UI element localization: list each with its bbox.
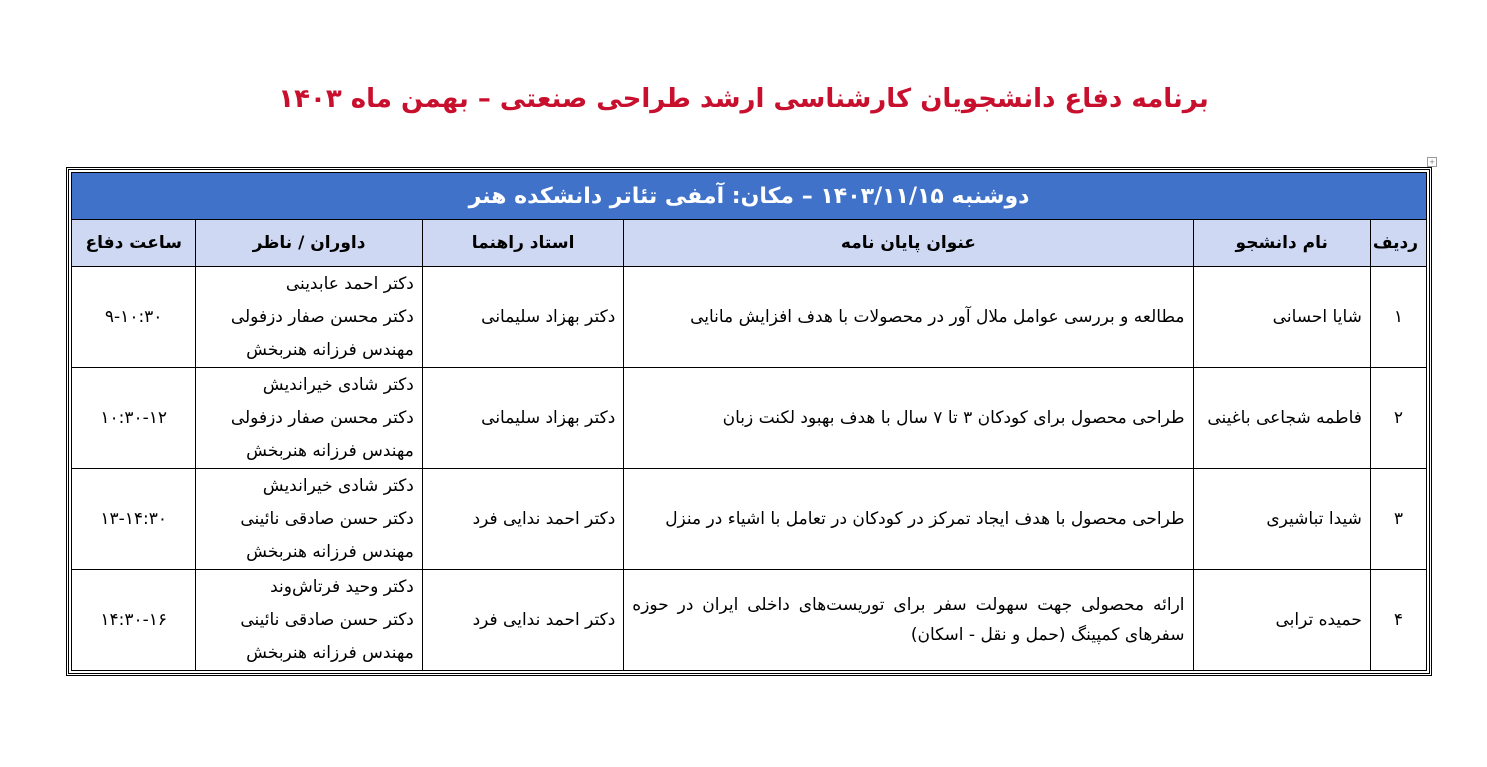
defense-time: ۱۳-۱۴:۳۰: [72, 469, 196, 570]
judge-name: دکتر وحید فرتاش‌وند: [270, 576, 414, 597]
judges-list: [196, 570, 422, 671]
judge-name: مهندس فرزانه هنربخش: [246, 440, 414, 461]
row-number: ۲: [1370, 368, 1426, 469]
judge-name: دکتر حسن صادقی نائینی: [240, 508, 414, 529]
student-name: شیدا تباشیری: [1193, 469, 1370, 570]
header-thesis-title: عنوان پایان نامه: [624, 220, 1193, 267]
row-number: ۴: [1370, 570, 1426, 671]
header-student-name: نام دانشجو: [1193, 220, 1370, 267]
defense-time: ۱۰:۳۰-۱۲: [72, 368, 196, 469]
judges-list: [196, 267, 422, 368]
defense-time: ۹-۱۰:۳۰: [72, 267, 196, 368]
judge-name: مهندس فرزانه هنربخش: [246, 642, 414, 663]
judge-name: دکتر حسن صادقی نائینی: [240, 609, 414, 630]
advisor-name: دکتر بهزاد سلیمانی: [422, 267, 623, 368]
table-row: [72, 368, 1427, 469]
advisor-name: دکتر احمد ندایی فرد: [422, 469, 623, 570]
defense-time: ۱۴:۳۰-۱۶: [72, 570, 196, 671]
table-move-handle-icon[interactable]: +: [1427, 157, 1437, 167]
header-row-number: ردیف: [1370, 220, 1426, 267]
header-advisor: استاد راهنما: [422, 220, 623, 267]
thesis-title: طراحی محصول با هدف ایجاد تمرکز در کودکان در تعامل با اشیاء در منزل: [624, 469, 1193, 570]
defense-schedule-table: [66, 167, 1432, 676]
table-row: [72, 570, 1427, 671]
judge-name: دکتر شادی خیراندیش: [262, 475, 414, 496]
thesis-title: طراحی محصول برای کودکان ۳ تا ۷ سال با هدف بهبود لکنت زبان: [624, 368, 1193, 469]
header-judges: داوران / ناظر: [196, 220, 422, 267]
student-name: شایا احسانی: [1193, 267, 1370, 368]
row-number: ۱: [1370, 267, 1426, 368]
table-row: [72, 267, 1427, 368]
judges-list: [196, 368, 422, 469]
judge-name: مهندس فرزانه هنربخش: [246, 541, 414, 562]
advisor-name: دکتر احمد ندایی فرد: [422, 570, 623, 671]
judge-name: دکتر شادی خیراندیش: [262, 374, 414, 395]
table-row: [72, 469, 1427, 570]
judge-name: مهندس فرزانه هنربخش: [246, 339, 414, 360]
thesis-title: ارائه محصولی جهت سهولت سفر برای توریست‌های داخلی ایران در حوزه سفرهای کمپینگ (حمل و نقل - اسکان): [624, 570, 1193, 671]
row-number: ۳: [1370, 469, 1426, 570]
judge-name: دکتر محسن صفار دزفولی: [230, 407, 414, 428]
judges-list: [196, 469, 422, 570]
advisor-name: دکتر بهزاد سلیمانی: [422, 368, 623, 469]
judge-name: دکتر احمد عابدینی: [285, 273, 414, 294]
student-name: فاطمه شجاعی باغینی: [1193, 368, 1370, 469]
page-title: برنامه دفاع دانشجویان کارشناسی ارشد طراحی صنعتی – بهمن ماه ۱۴۰۳: [278, 84, 1209, 114]
header-defense-time: ساعت دفاع: [72, 220, 196, 267]
thesis-title: مطالعه و بررسی عوامل ملال آور در محصولات با هدف افزایش مانایی: [624, 267, 1193, 368]
judge-name: دکتر محسن صفار دزفولی: [230, 306, 414, 327]
student-name: حمیده ترابی: [1193, 570, 1370, 671]
session-banner: دوشنبه ۱۴۰۳/۱۱/۱۵ – مکان: آمفی تئاتر دانشکده هنر: [72, 173, 1427, 220]
table-header-row: [72, 220, 1427, 267]
